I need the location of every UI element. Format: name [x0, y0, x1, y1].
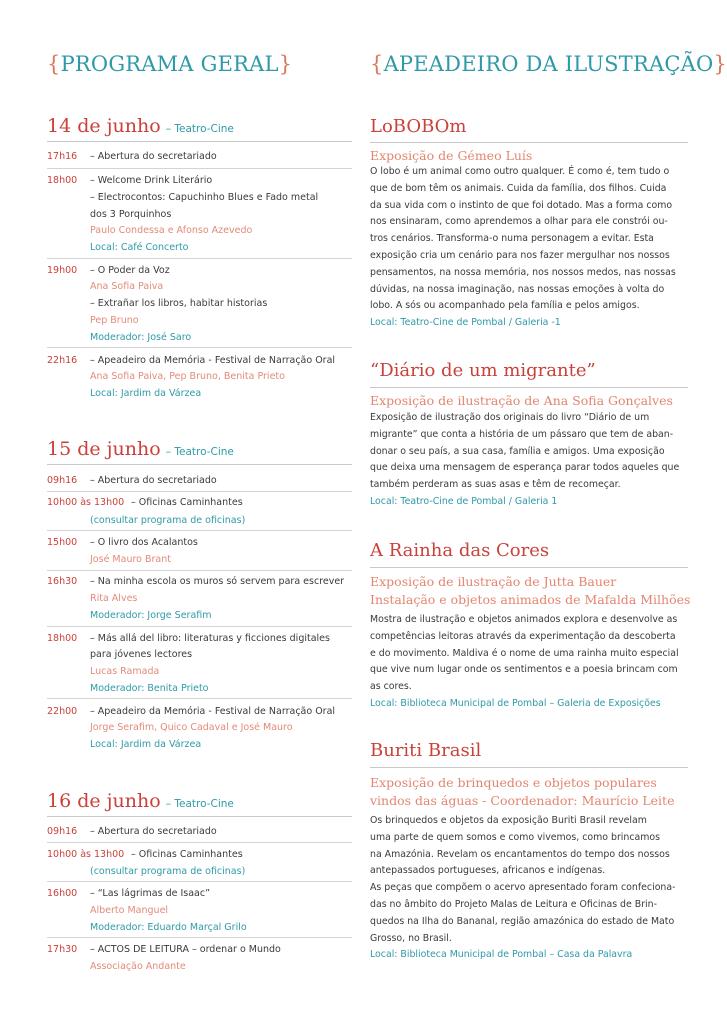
event: – Apeadeiro da Memória - Festival de Narração Oral [90, 706, 336, 717]
divider [47, 937, 352, 938]
time: 10h00 às 13h00 [47, 497, 125, 508]
divider [47, 626, 352, 627]
time: 17h30 [47, 944, 78, 955]
location: Local: Jardim da Várzea [90, 388, 202, 399]
section-body: Mostra de ilustração e objetos animados explora e desenvolve as competências leitoras através da experimentação da descoberta e do movimento. Maldiva é o nome de uma rainha muito especial que vive num lugar onde os sentimentos e a poesia brincam com as cores. Local: Biblioteca Municipal de Pombal – Galeria de Exposições [370, 612, 688, 713]
day-heading-14: 14 de junho – Teatro-Cine [47, 115, 234, 137]
speaker: Ana Sofia Paiva [90, 281, 164, 292]
event: – “Las lágrimas de Isaac” [90, 888, 210, 899]
speaker: Jorge Serafim, Quico Cadaval e José Mauro [90, 722, 293, 733]
divider [47, 570, 352, 571]
programa-geral-heading: {PROGRAMA GERAL} [47, 52, 293, 76]
moderator: Moderador: Eduardo Marçal Grilo [90, 922, 247, 933]
event: – Welcome Drink Literário [90, 175, 213, 186]
section-body: O lobo é um animal como outro qualquer. É como é, tem tudo o que de bom têm os animais. Cuida da família, dos filhos. Cuida da sua vida com o instinto de que foi dotado. Mas a forma como nos ensinaram, como aprendemos a olhar para ele constrói ou- tros cenários. Transforma-o numa personagem a evitar. Esta exposição cria um cenário para nos fazer mergulhar nos nossos pensamentos, na nossa memória, nos nossos medos, nas nossas dúvidas, na nossa imaginação, nas nossas emoções à volta do lobo. A sós ou acompanhado pela família e pelos amigos. Local: Teatro-Cine de Pombal / Galeria -1 [370, 164, 688, 332]
exhibition-subtitle: Instalação e objetos animados de Mafalda Milhões [370, 592, 691, 607]
event-continued: para jóvenes lectores [90, 649, 193, 660]
event: – Oficinas Caminhantes [131, 497, 243, 508]
speaker: Associação Andante [90, 961, 186, 972]
time: 16h30 [47, 576, 78, 587]
divider [47, 491, 352, 492]
divider [47, 347, 352, 348]
section-title: A Rainha das Cores [370, 540, 550, 561]
time: 19h00 [47, 265, 78, 276]
location: Local: Jardim da Várzea [90, 739, 202, 750]
speaker: Alberto Manguel [90, 905, 169, 916]
section-title: LoBOBOm [370, 116, 467, 137]
divider [47, 464, 352, 465]
section-body: Os brinquedos e objetos da exposição Buriti Brasil revelam uma parte de quem somos e como vivemos, como brincamos na Amazónia. Revelam os encantamentos do tempo dos nossos antepassados portugueses, africanos e indígenas. As peças que compõem o acervo apresentado foram confeciona- das no âmbito do Projeto Malas de Leitura e Oficinas de Brin- quedos na Ilha do Bananal, região amazónica do estado de Mato Grosso, no Brasil. Local: Biblioteca Municipal de Pombal – Casa da Palavra [370, 813, 688, 964]
divider [370, 387, 688, 388]
time: 10h00 às 13h00 [47, 849, 125, 860]
location: Local: Café Concerto [90, 242, 189, 253]
event: – O Poder da Voz [90, 265, 170, 276]
day-heading-16: 16 de junho – Teatro-Cine [47, 790, 234, 812]
event: – Abertura do secretariado [90, 151, 217, 162]
exhibition-subtitle: Exposição de ilustração de Ana Sofia Gonçalves [370, 393, 673, 408]
divider [370, 567, 688, 568]
section-title: Buriti Brasil [370, 740, 482, 761]
exhibition-subtitle: vindos das águas - Coordenador: Maurício Leite [370, 793, 675, 808]
day-heading-15: 15 de junho – Teatro-Cine [47, 438, 234, 460]
divider [47, 816, 352, 817]
moderator: Moderador: Benita Prieto [90, 683, 209, 694]
divider [370, 142, 688, 143]
event: – Na minha escola os muros só servem para escrever [90, 576, 345, 587]
divider [370, 767, 688, 768]
note: (consultar programa de oficinas) [90, 866, 246, 877]
time: 16h00 [47, 888, 78, 899]
exhibition-subtitle: Exposição de ilustração de Jutta Bauer [370, 574, 617, 589]
event: – Más allá del libro: literaturas y ficciones digitales [90, 633, 330, 644]
speaker: Rita Alves [90, 593, 138, 604]
divider [47, 168, 352, 169]
event: – Abertura do secretariado [90, 826, 217, 837]
speaker: Pep Bruno [90, 315, 139, 326]
time: 09h16 [47, 826, 78, 837]
time: 18h00 [47, 633, 78, 644]
location: Local: Biblioteca Municipal de Pombal – Casa da Palavra [370, 949, 633, 961]
divider [47, 141, 352, 142]
apeadeiro-heading: {APEADEIRO DA ILUSTRAÇÃO} [370, 52, 727, 76]
moderator: Moderador: Jorge Serafim [90, 610, 212, 621]
event: – Apeadeiro da Memória - Festival de Narração Oral [90, 355, 336, 366]
location: Local: Teatro-Cine de Pombal / Galeria -1 [370, 317, 561, 329]
speaker: Lucas Ramada [90, 666, 160, 677]
divider [47, 881, 352, 882]
event: – Oficinas Caminhantes [131, 849, 243, 860]
divider [47, 258, 352, 259]
section-body: Exposição de ilustração dos originais do livro “Diário de um migrante” que conta a história de um pássaro que tem de aban- donar o seu país, a sua casa, família e amigos. Uma exposição que deixa uma mensagem de esperança parar todos aqueles que também perderam as suas asas e têm de recomeçar. Local: Teatro-Cine de Pombal / Galeria 1 [370, 410, 688, 511]
divider [47, 842, 352, 843]
section-title: “Diário de um migrante” [370, 360, 596, 381]
moderator: Moderador: José Saro [90, 332, 192, 343]
event: – Extrañar los libros, habitar historias [90, 298, 268, 309]
speaker: Paulo Condessa e Afonso Azevedo [90, 225, 253, 236]
event: – ACTOS DE LEITURA – ordenar o Mundo [90, 944, 281, 955]
speaker: Ana Sofia Paiva, Pep Bruno, Benita Prieto [90, 371, 285, 382]
location: Local: Biblioteca Municipal de Pombal – Galeria de Exposições [370, 697, 661, 709]
speaker: José Mauro Brant [90, 554, 171, 565]
event-continued: dos 3 Porquinhos [90, 209, 172, 220]
location: Local: Teatro-Cine de Pombal / Galeria 1 [370, 495, 558, 507]
time: 22h00 [47, 706, 78, 717]
time: 15h00 [47, 537, 78, 548]
note: (consultar programa de oficinas) [90, 515, 246, 526]
time: 18h00 [47, 175, 78, 186]
time: 17h16 [47, 151, 78, 162]
event: – Electrocontos: Capuchinho Blues e Fado metal [90, 192, 319, 203]
exhibition-subtitle: Exposição de Gémeo Luís [370, 148, 533, 163]
event: – Abertura do secretariado [90, 475, 217, 486]
time: 09h16 [47, 475, 78, 486]
time: 22h16 [47, 355, 78, 366]
exhibition-subtitle: Exposição de brinquedos e objetos populares [370, 775, 657, 790]
event: – O livro dos Acalantos [90, 537, 198, 548]
divider [47, 698, 352, 699]
divider [47, 530, 352, 531]
